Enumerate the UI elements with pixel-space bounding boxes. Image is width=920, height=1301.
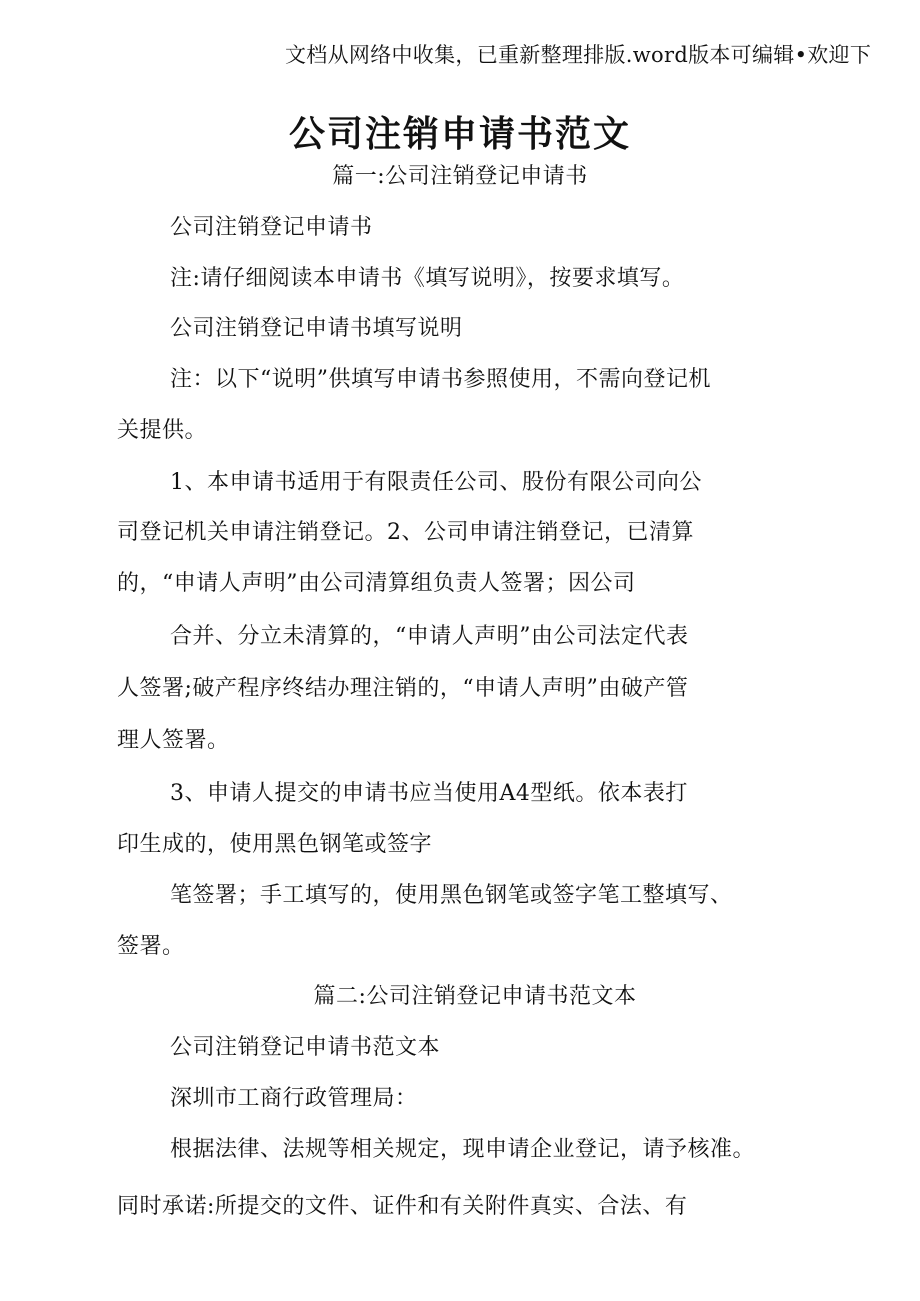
- document-title: 公司注销申请书范文: [288, 114, 631, 156]
- body-line: 注:请仔细阅读本申请书《填写说明》，按要求填写。: [170, 266, 685, 291]
- body-line: 根据法律、法规等相关规定，现申请企业登记，请予核准。: [170, 1137, 756, 1162]
- body-line: 印生成的，使用黑色钢笔或签字: [117, 832, 433, 857]
- body-line: 公司注销登记申请书范文本: [170, 1035, 441, 1060]
- body-line: 司登记机关申请注销登记。2、公司申请注销登记，已清算: [117, 520, 694, 545]
- body-line: 深圳市工商行政管理局：: [170, 1086, 418, 1111]
- section-2-heading: 篇二:公司注销登记申请书范文本: [313, 984, 637, 1009]
- body-line: 人签署;破产程序终结办理注销的，“申请人声明”由破产管: [117, 676, 689, 701]
- body-line: 签署。: [117, 934, 185, 959]
- page-header-note: 文档从网络中收集，已重新整理排版.word版本可编辑•欢迎下: [285, 43, 872, 67]
- body-line: 同时承诺:所提交的文件、证件和有关附件真实、合法、有: [117, 1194, 688, 1219]
- body-line: 3、申请人提交的申请书应当使用A4型纸。依本表打: [170, 781, 688, 806]
- body-line: 笔签署；手工填写的，使用黑色钢笔或签字笔工整填写、: [170, 883, 733, 908]
- body-line: 合并、分立未清算的，“申请人声明”由公司法定代表: [170, 624, 689, 649]
- body-line: 注：以下“说明”供填写申请书参照使用，不需向登记机: [170, 367, 711, 392]
- body-line: 的，“申请人声明”由公司清算组负责人签署；因公司: [117, 571, 636, 596]
- body-line: 关提供。: [117, 418, 208, 443]
- body-line: 理人签署。: [117, 728, 230, 753]
- body-line: 公司注销登记申请书: [170, 215, 373, 240]
- body-line: 公司注销登记申请书填写说明: [170, 316, 463, 341]
- body-line: 1、本申请书适用于有限责任公司、股份有限公司向公: [170, 470, 702, 495]
- section-1-heading: 篇一:公司注销登记申请书: [332, 164, 588, 189]
